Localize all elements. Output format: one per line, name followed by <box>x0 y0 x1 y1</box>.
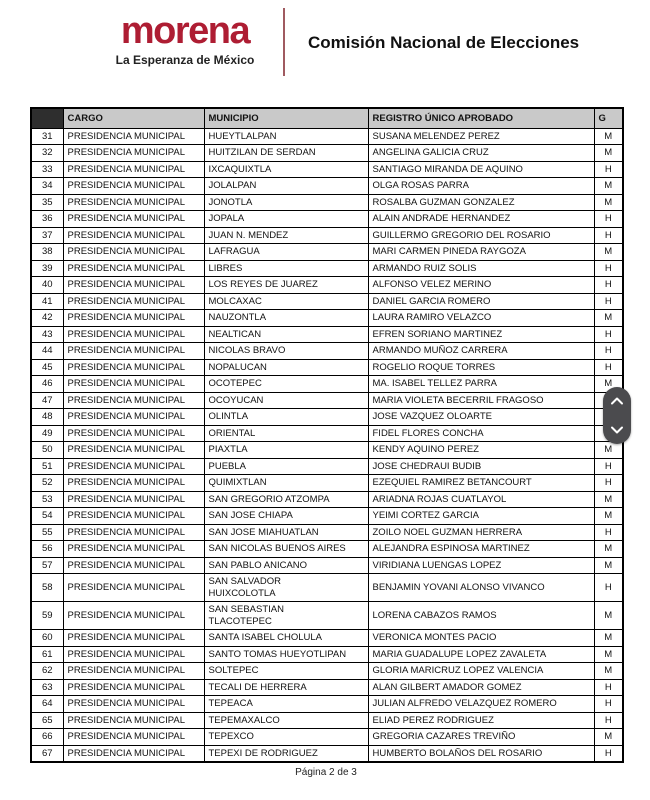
scroll-up-button[interactable] <box>605 390 629 412</box>
table-row <box>31 409 623 426</box>
genero-cell: H <box>594 161 623 178</box>
row-number: 56 <box>31 541 63 558</box>
row-number: 61 <box>31 646 63 663</box>
table-row <box>31 712 623 729</box>
table-row <box>31 442 623 459</box>
municipio-cell: OLINTLA <box>204 409 368 426</box>
header-registro: REGISTRO ÚNICO APROBADO <box>368 108 594 128</box>
genero-cell: M <box>594 376 623 393</box>
genero-cell: M <box>594 178 623 195</box>
cargo-cell: PRESIDENCIA MUNICIPAL <box>63 475 204 492</box>
registro-cell: VERONICA MONTES PACIO <box>368 630 594 647</box>
genero-cell: H <box>594 293 623 310</box>
table-row <box>31 541 623 558</box>
table-row <box>31 145 623 162</box>
chevron-down-icon <box>610 426 624 434</box>
registro-cell: VIRIDIANA LUENGAS LOPEZ <box>368 557 594 574</box>
registro-cell: ROSALBA GUZMAN GONZALEZ <box>368 194 594 211</box>
registro-cell: ZOILO NOEL GUZMAN HERRERA <box>368 524 594 541</box>
registro-cell: ARMANDO MUÑOZ CARRERA <box>368 343 594 360</box>
table-header-row <box>31 108 623 128</box>
municipio-cell: TEPEACA <box>204 696 368 713</box>
scroll-down-button[interactable] <box>605 419 629 441</box>
registro-cell: SANTIAGO MIRANDA DE AQUINO <box>368 161 594 178</box>
row-number: 58 <box>31 574 63 602</box>
row-number: 32 <box>31 145 63 162</box>
row-number: 42 <box>31 310 63 327</box>
registro-cell: LAURA RAMIRO VELAZCO <box>368 310 594 327</box>
municipio-cell: JONOTLA <box>204 194 368 211</box>
table-row <box>31 524 623 541</box>
table-row <box>31 161 623 178</box>
genero-cell: H <box>594 475 623 492</box>
registro-cell: JOSE VAZQUEZ OLOARTE <box>368 409 594 426</box>
row-number: 37 <box>31 227 63 244</box>
genero-cell: M <box>594 145 623 162</box>
municipio-cell: HUEYTLALPAN <box>204 128 368 145</box>
genero-cell: H <box>594 260 623 277</box>
municipio-cell: NICOLAS BRAVO <box>204 343 368 360</box>
table-row <box>31 602 623 630</box>
municipio-cell: HUITZILAN DE SERDAN <box>204 145 368 162</box>
municipio-cell: JUAN N. MENDEZ <box>204 227 368 244</box>
municipio-cell: SANTO TOMAS HUEYOTLIPAN <box>204 646 368 663</box>
municipio-cell: SOLTEPEC <box>204 663 368 680</box>
registro-cell: FIDEL FLORES CONCHA <box>368 425 594 442</box>
genero-cell: M <box>594 128 623 145</box>
genero-cell: H <box>594 227 623 244</box>
row-number: 43 <box>31 326 63 343</box>
genero-cell: M <box>594 508 623 525</box>
table-row <box>31 359 623 376</box>
row-number: 44 <box>31 343 63 360</box>
row-number: 46 <box>31 376 63 393</box>
cargo-cell: PRESIDENCIA MUNICIPAL <box>63 244 204 261</box>
row-number: 55 <box>31 524 63 541</box>
cargo-cell: PRESIDENCIA MUNICIPAL <box>63 630 204 647</box>
row-number: 47 <box>31 392 63 409</box>
municipio-cell: PIAXTLA <box>204 442 368 459</box>
municipio-cell: NEALTICAN <box>204 326 368 343</box>
cargo-cell: PRESIDENCIA MUNICIPAL <box>63 458 204 475</box>
table-row <box>31 211 623 228</box>
table-body <box>31 128 623 762</box>
cargo-cell: PRESIDENCIA MUNICIPAL <box>63 227 204 244</box>
municipio-cell: SAN NICOLAS BUENOS AIRES <box>204 541 368 558</box>
cargo-cell: PRESIDENCIA MUNICIPAL <box>63 574 204 602</box>
cargo-cell: PRESIDENCIA MUNICIPAL <box>63 178 204 195</box>
chevron-up-icon <box>610 397 624 405</box>
header-cargo: CARGO <box>63 108 204 128</box>
registro-cell: EZEQUIEL RAMIREZ BETANCOURT <box>368 475 594 492</box>
row-number: 51 <box>31 458 63 475</box>
table-row <box>31 310 623 327</box>
genero-cell: H <box>594 458 623 475</box>
scroll-widget <box>603 387 631 444</box>
municipio-cell: LOS REYES DE JUAREZ <box>204 277 368 294</box>
genero-cell: H <box>594 359 623 376</box>
registro-cell: ELIAD PEREZ RODRIGUEZ <box>368 712 594 729</box>
cargo-cell: PRESIDENCIA MUNICIPAL <box>63 392 204 409</box>
row-number: 45 <box>31 359 63 376</box>
cargo-cell: PRESIDENCIA MUNICIPAL <box>63 729 204 746</box>
row-number: 34 <box>31 178 63 195</box>
row-number: 60 <box>31 630 63 647</box>
registro-cell: ALAN GILBERT AMADOR GOMEZ <box>368 679 594 696</box>
cargo-cell: PRESIDENCIA MUNICIPAL <box>63 359 204 376</box>
municipio-cell: NOPALUCAN <box>204 359 368 376</box>
table-row <box>31 475 623 492</box>
row-number: 41 <box>31 293 63 310</box>
cargo-cell: PRESIDENCIA MUNICIPAL <box>63 508 204 525</box>
cargo-cell: PRESIDENCIA MUNICIPAL <box>63 425 204 442</box>
table-row <box>31 326 623 343</box>
registro-cell: ARMANDO RUIZ SOLIS <box>368 260 594 277</box>
registro-cell: ROGELIO ROQUE TORRES <box>368 359 594 376</box>
registro-cell: ANGELINA GALICIA CRUZ <box>368 145 594 162</box>
cargo-cell: PRESIDENCIA MUNICIPAL <box>63 712 204 729</box>
genero-cell: H <box>594 745 623 762</box>
registro-cell: SUSANA MELENDEZ PEREZ <box>368 128 594 145</box>
row-number: 64 <box>31 696 63 713</box>
row-number: 65 <box>31 712 63 729</box>
cargo-cell: PRESIDENCIA MUNICIPAL <box>63 442 204 459</box>
cargo-cell: PRESIDENCIA MUNICIPAL <box>63 277 204 294</box>
cargo-cell: PRESIDENCIA MUNICIPAL <box>63 663 204 680</box>
header-genero: G <box>594 108 623 128</box>
registro-cell: MARIA VIOLETA BECERRIL FRAGOSO <box>368 392 594 409</box>
table-row <box>31 458 623 475</box>
morena-logo <box>88 12 282 67</box>
registro-cell: MARI CARMEN PINEDA RAYGOZA <box>368 244 594 261</box>
registro-cell: ALEJANDRA ESPINOSA MARTINEZ <box>368 541 594 558</box>
municipio-cell: TEPEXCO <box>204 729 368 746</box>
municipio-cell: SAN JOSE CHIAPA <box>204 508 368 525</box>
registro-cell: ALAIN ANDRADE HERNANDEZ <box>368 211 594 228</box>
genero-cell: M <box>594 244 623 261</box>
table-row <box>31 293 623 310</box>
genero-cell: M <box>594 491 623 508</box>
row-number: 53 <box>31 491 63 508</box>
municipio-cell: SANTA ISABEL CHOLULA <box>204 630 368 647</box>
registro-cell: OLGA ROSAS PARRA <box>368 178 594 195</box>
genero-cell: H <box>594 343 623 360</box>
row-number: 59 <box>31 602 63 630</box>
table-row <box>31 277 623 294</box>
genero-cell: M <box>594 602 623 630</box>
municipio-cell: SAN SALVADOR HUIXCOLOTLA <box>204 574 368 602</box>
genero-cell: M <box>594 442 623 459</box>
genero-cell: M <box>594 310 623 327</box>
table-row <box>31 745 623 762</box>
row-number: 40 <box>31 277 63 294</box>
registro-cell: EFREN SORIANO MARTINEZ <box>368 326 594 343</box>
genero-cell: M <box>594 557 623 574</box>
cargo-cell: PRESIDENCIA MUNICIPAL <box>63 260 204 277</box>
registro-cell: JOSE CHEDRAUI BUDIB <box>368 458 594 475</box>
municipio-cell: SAN GREGORIO ATZOMPA <box>204 491 368 508</box>
municipio-cell: ORIENTAL <box>204 425 368 442</box>
municipio-cell: JOLALPAN <box>204 178 368 195</box>
cargo-cell: PRESIDENCIA MUNICIPAL <box>63 491 204 508</box>
municipio-cell: OCOTEPEC <box>204 376 368 393</box>
registro-cell: BENJAMIN YOVANI ALONSO VIVANCO <box>368 574 594 602</box>
genero-cell: M <box>594 729 623 746</box>
table-row <box>31 557 623 574</box>
morena-logo-tagline: La Esperanza de México <box>115 53 255 67</box>
genero-cell: H <box>594 574 623 602</box>
registro-cell: KENDY AQUINO PEREZ <box>368 442 594 459</box>
municipio-cell: SAN SEBASTIAN TLACOTEPEC <box>204 602 368 630</box>
table-row <box>31 244 623 261</box>
row-number: 66 <box>31 729 63 746</box>
page-indicator: Página 2 de 3 <box>295 767 357 778</box>
cargo-cell: PRESIDENCIA MUNICIPAL <box>63 557 204 574</box>
registro-cell: DANIEL GARCIA ROMERO <box>368 293 594 310</box>
table-row <box>31 260 623 277</box>
municipio-cell: TEPEMAXALCO <box>204 712 368 729</box>
municipio-cell: TECALI DE HERRERA <box>204 679 368 696</box>
table-row <box>31 646 623 663</box>
table-row <box>31 227 623 244</box>
genero-cell: H <box>594 712 623 729</box>
row-number: 35 <box>31 194 63 211</box>
row-number: 38 <box>31 244 63 261</box>
registro-cell: ARIADNA ROJAS CUATLAYOL <box>368 491 594 508</box>
row-number: 48 <box>31 409 63 426</box>
cargo-cell: PRESIDENCIA MUNICIPAL <box>63 326 204 343</box>
municipio-cell: LIBRES <box>204 260 368 277</box>
table-row <box>31 630 623 647</box>
row-number: 63 <box>31 679 63 696</box>
header-index <box>31 108 63 128</box>
cargo-cell: PRESIDENCIA MUNICIPAL <box>63 293 204 310</box>
registro-cell: GUILLERMO GREGORIO DEL ROSARIO <box>368 227 594 244</box>
genero-cell: M <box>594 630 623 647</box>
municipio-cell: IXCAQUIXTLA <box>204 161 368 178</box>
table-row <box>31 508 623 525</box>
row-number: 31 <box>31 128 63 145</box>
table-row <box>31 491 623 508</box>
cargo-cell: PRESIDENCIA MUNICIPAL <box>63 602 204 630</box>
row-number: 52 <box>31 475 63 492</box>
registro-cell: GREGORIA CAZARES TREVIÑO <box>368 729 594 746</box>
municipio-cell: LAFRAGUA <box>204 244 368 261</box>
cargo-cell: PRESIDENCIA MUNICIPAL <box>63 310 204 327</box>
row-number: 62 <box>31 663 63 680</box>
morena-logo-text: morena <box>120 10 250 52</box>
municipio-cell: MOLCAXAC <box>204 293 368 310</box>
registro-cell: ALFONSO VELEZ MERINO <box>368 277 594 294</box>
registro-cell: HUMBERTO BOLAÑOS DEL ROSARIO <box>368 745 594 762</box>
municipio-cell: TEPEXI DE RODRIGUEZ <box>204 745 368 762</box>
genero-cell: H <box>594 696 623 713</box>
table-row <box>31 663 623 680</box>
registro-cell: LORENA CABAZOS RAMOS <box>368 602 594 630</box>
table-row <box>31 574 623 602</box>
genero-cell: H <box>594 679 623 696</box>
header-municipio: MUNICIPIO <box>204 108 368 128</box>
municipio-cell: PUEBLA <box>204 458 368 475</box>
row-number: 67 <box>31 745 63 762</box>
row-number: 49 <box>31 425 63 442</box>
cargo-cell: PRESIDENCIA MUNICIPAL <box>63 376 204 393</box>
municipio-cell: JOPALA <box>204 211 368 228</box>
row-number: 39 <box>31 260 63 277</box>
cargo-cell: PRESIDENCIA MUNICIPAL <box>63 679 204 696</box>
municipio-cell: NAUZONTLA <box>204 310 368 327</box>
cargo-cell: PRESIDENCIA MUNICIPAL <box>63 646 204 663</box>
registro-cell: GLORIA MARICRUZ LOPEZ VALENCIA <box>368 663 594 680</box>
genero-cell: H <box>594 524 623 541</box>
municipio-cell: QUIMIXTLAN <box>204 475 368 492</box>
registro-cell: YEIMI CORTEZ GARCIA <box>368 508 594 525</box>
table-row <box>31 425 623 442</box>
cargo-cell: PRESIDENCIA MUNICIPAL <box>63 409 204 426</box>
genero-cell: H <box>594 326 623 343</box>
cargo-cell: PRESIDENCIA MUNICIPAL <box>63 745 204 762</box>
cargo-cell: PRESIDENCIA MUNICIPAL <box>63 145 204 162</box>
cargo-cell: PRESIDENCIA MUNICIPAL <box>63 541 204 558</box>
table-row <box>31 376 623 393</box>
genero-cell: M <box>594 663 623 680</box>
municipio-cell: SAN JOSE MIAHUATLAN <box>204 524 368 541</box>
row-number: 54 <box>31 508 63 525</box>
genero-cell: H <box>594 211 623 228</box>
genero-cell: H <box>594 277 623 294</box>
row-number: 57 <box>31 557 63 574</box>
row-number: 50 <box>31 442 63 459</box>
cargo-cell: PRESIDENCIA MUNICIPAL <box>63 161 204 178</box>
candidates-table <box>30 107 624 763</box>
table-row <box>31 194 623 211</box>
municipio-cell: OCOYUCAN <box>204 392 368 409</box>
cargo-cell: PRESIDENCIA MUNICIPAL <box>63 696 204 713</box>
cargo-cell: PRESIDENCIA MUNICIPAL <box>63 343 204 360</box>
cargo-cell: PRESIDENCIA MUNICIPAL <box>63 524 204 541</box>
registro-cell: JULIAN ALFREDO VELAZQUEZ ROMERO <box>368 696 594 713</box>
municipio-cell: SAN PABLO ANICANO <box>204 557 368 574</box>
table-row <box>31 128 623 145</box>
header-divider <box>283 8 285 76</box>
table-row <box>31 178 623 195</box>
cargo-cell: PRESIDENCIA MUNICIPAL <box>63 194 204 211</box>
registro-cell: MARIA GUADALUPE LOPEZ ZAVALETA <box>368 646 594 663</box>
cargo-cell: PRESIDENCIA MUNICIPAL <box>63 211 204 228</box>
genero-cell: M <box>594 646 623 663</box>
table-row <box>31 343 623 360</box>
row-number: 33 <box>31 161 63 178</box>
genero-cell: M <box>594 194 623 211</box>
table-row <box>31 679 623 696</box>
cargo-cell: PRESIDENCIA MUNICIPAL <box>63 128 204 145</box>
row-number: 36 <box>31 211 63 228</box>
registro-cell: MA. ISABEL TELLEZ PARRA <box>368 376 594 393</box>
table-row <box>31 392 623 409</box>
table-row <box>31 729 623 746</box>
table-row <box>31 696 623 713</box>
page-title: Comisión Nacional de Elecciones <box>308 33 580 52</box>
genero-cell: M <box>594 541 623 558</box>
